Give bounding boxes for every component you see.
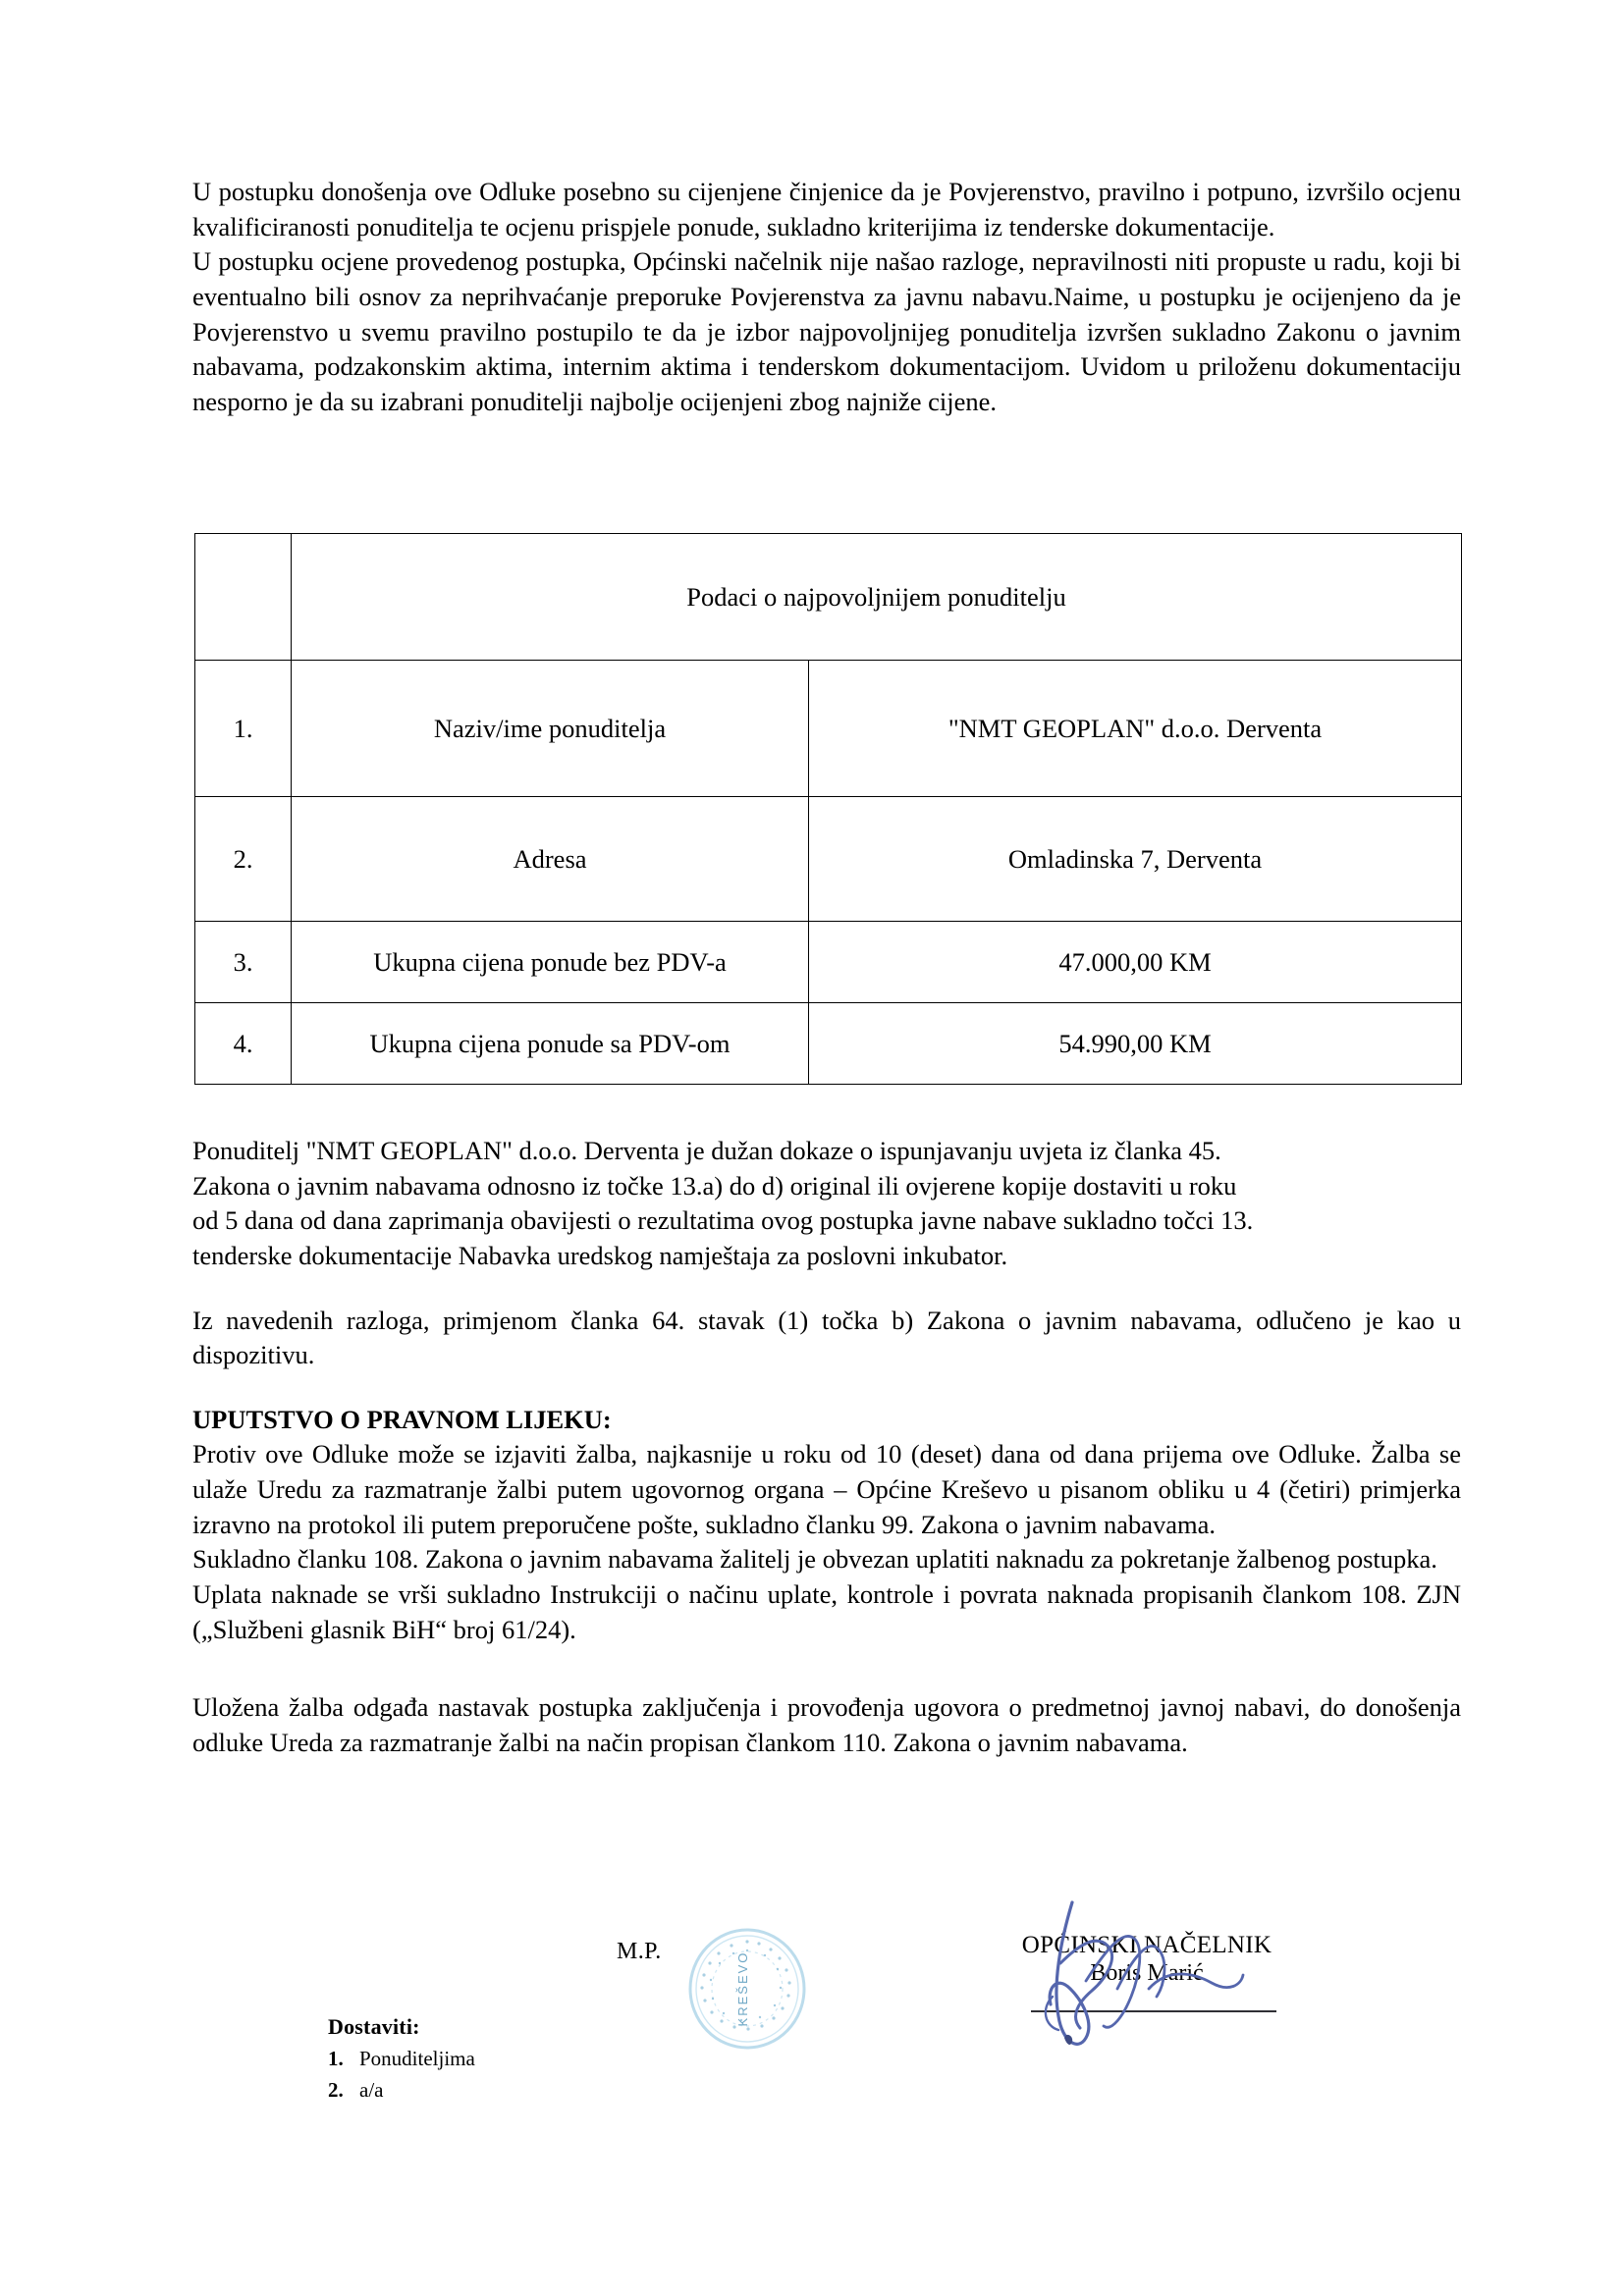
- bidder-table-wrapper: [194, 533, 1461, 1085]
- lower-text-block: [192, 1134, 1461, 1761]
- row-value: 54.990,00 KM: [809, 1003, 1462, 1085]
- row-number: 4.: [195, 1003, 292, 1085]
- signatory-block: [1000, 1932, 1294, 1987]
- row-label: Adresa: [292, 797, 809, 922]
- table-row: [195, 797, 1462, 922]
- row-label: Naziv/ime ponuditelja: [292, 661, 809, 797]
- legal-remedy-paragraph-3: Uplata naknade se vrši sukladno Instrukciji o načinu uplate, kontrole i povrata naknada propisanih člankom 108. ZJN („Službeni glasnik BiH“ broj 61/24).: [192, 1579, 1461, 1644]
- signature-line: [1031, 2010, 1276, 2012]
- spacer: [192, 1373, 1461, 1403]
- table-row: [195, 922, 1462, 1003]
- distribution-block: [328, 2014, 475, 2106]
- paragraph-procedure-review: U postupku ocjene provedenog postupka, Općinski načelnik nije našao razloge, nepravilnosti niti propuste u radu, koji bi eventualno bili osnov za neprihvaćanje preporuke Povjerenstva za javnu nabavu.Naime, u postupku je ocijenjeno da je Povjerenstvo u svemu pravilno postupilo te da je izbor najpovoljnijeg ponuditelja izvršen sukladno Zakonu o javnim nabavama, podzakonskim aktima, internim aktima i tenderskom dokumentacijom. Uvidom u priloženu dokumentaciju nesporno je da su izabrani ponuditelji najbolje ocijenjeni zbog najniže cijene.: [192, 246, 1461, 416]
- signatory-name: Boris Marić: [1090, 1960, 1204, 1986]
- handwritten-signature: [1001, 1895, 1296, 2081]
- paragraph-appeal-suspension: Uložena žalba odgađa nastavak postupka zaključenja i provođenja ugovora o predmetnoj javnoj nabavi, do donošenja odluke Ureda za razmatranje žalbi na način propisan člankom 110. Zakona o javnim nabavama.: [192, 1692, 1461, 1757]
- top-text-block: [192, 175, 1461, 419]
- mp-label: M.P.: [617, 1939, 662, 1964]
- row-number: 2.: [195, 797, 292, 922]
- header-empty-cell: [195, 534, 292, 661]
- list-item: [328, 2075, 475, 2107]
- paragraph-decision: Iz navedenih razloga, primjenom članka 64. stavak (1) točka b) Zakona o javnim nabavama, odlučeno je kao u dispozitivu.: [192, 1305, 1461, 1370]
- obligation-line-1: Ponuditelj "NMT GEOPLAN" d.o.o. Derventa je dužan dokaze o ispunjavanju uvjeta iz članka 45.: [192, 1136, 1221, 1165]
- spacer: [192, 1647, 1461, 1690]
- stamp-text: KREŠEVO: [735, 1950, 750, 2027]
- row-label: Ukupna cijena ponude sa PDV-om: [292, 1003, 809, 1085]
- list-item-text: a/a: [359, 2077, 384, 2102]
- row-value: 47.000,00 KM: [809, 922, 1462, 1003]
- distribution-title: Dostaviti:: [328, 2014, 420, 2039]
- distribution-list: [328, 2044, 475, 2106]
- legal-remedy-paragraph-1: Protiv ove Odluke može se izjaviti žalba, najkasnije u roku od 10 (deset) dana od dana prijema ove Odluke. Žalba se ulaže Uredu za razmatranje žalbi putem ugovornog organa – Općine Kreševo u pisanom obliku u 4 (četiri) primjerka izravno na protokol ili putem preporučene pošte, sukladno članku 99. Zakona o javnim nabavama.: [192, 1439, 1461, 1539]
- legal-remedy-paragraph-2: Sukladno članku 108. Zakona o javnim nabavama žalitelj je obvezan uplatiti naknadu za pokretanje žalbenog postupka.: [192, 1544, 1437, 1575]
- table-row: [195, 1003, 1462, 1085]
- obligation-line-4: tenderske dokumentacije Nabavka uredskog namještaja za poslovni inkubator.: [192, 1240, 1008, 1270]
- row-value: Omladinska 7, Derventa: [809, 797, 1462, 922]
- bidder-data-table: [194, 533, 1462, 1085]
- list-item-text: Ponuditeljima: [359, 2047, 475, 2070]
- table-row: [195, 661, 1462, 797]
- obligation-line-3: od 5 dana od dana zaprimanja obavijesti o rezultatima ovog postupka javne nabave sukladno točci 13.: [192, 1205, 1254, 1236]
- row-number: 3.: [195, 922, 292, 1003]
- paragraph-evaluation-facts: U postupku donošenja ove Odluke posebno su cijenjene činjenice da je Povjerenstvo, pravilno i potpuno, izvršilo ocjenu kvalificiranosti ponuditelja te ocjenu prispjele ponude, sukladno kriterijima iz tenderske dokumentacije.: [192, 177, 1461, 241]
- row-label: Ukupna cijena ponude bez PDV-a: [292, 922, 809, 1003]
- table-header-title: Podaci o najpovoljnijem ponuditelju: [292, 534, 1462, 661]
- list-item: [328, 2044, 475, 2075]
- signatory-title: OPĆINSKI NAČELNIK: [1021, 1932, 1272, 1958]
- row-number: 1.: [195, 661, 292, 797]
- legal-remedy-heading: UPUTSTVO O PRAVNOM LIJEKU:: [192, 1404, 612, 1434]
- obligation-line-2: Zakona o javnim nabavama odnosno iz točke 13.a) do d) original ili ovjerene kopije dostaviti u roku: [192, 1170, 1237, 1201]
- list-item-number: 2.: [328, 2077, 344, 2102]
- list-item-number: 1.: [328, 2047, 344, 2070]
- row-value: "NMT GEOPLAN" d.o.o. Derventa: [809, 661, 1462, 797]
- table-header-row: [195, 534, 1462, 661]
- spacer: [192, 1274, 1461, 1304]
- official-stamp: [684, 1926, 810, 2056]
